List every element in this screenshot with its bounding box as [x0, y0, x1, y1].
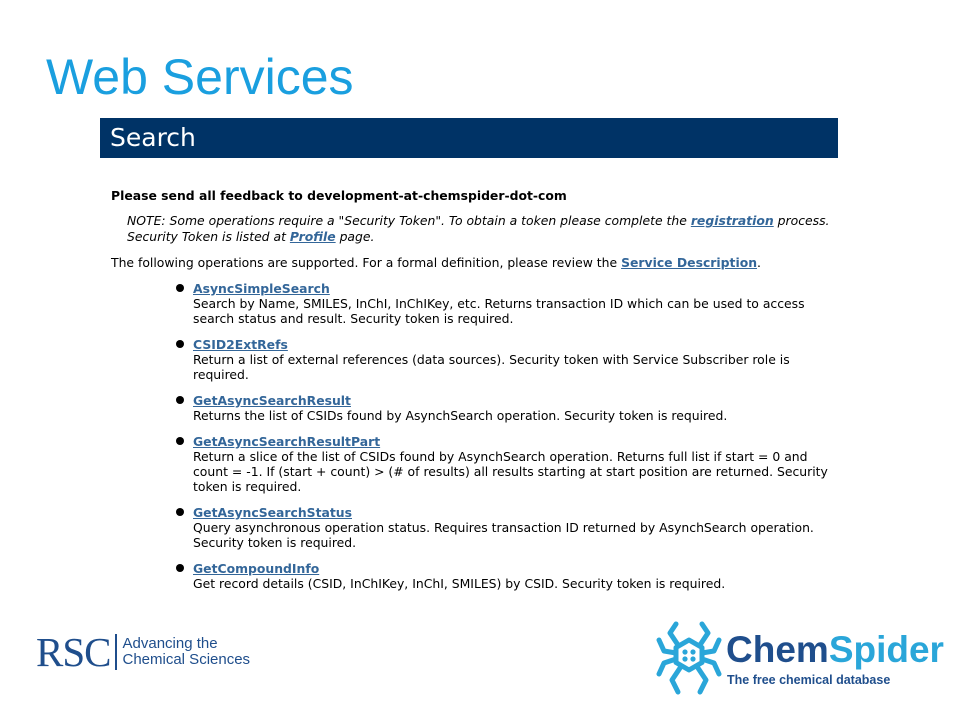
- operation-description: Returns the list of CSIDs found by AsynchSearch operation. Security token is required.: [193, 408, 728, 423]
- rsc-tagline-line2: Chemical Sciences: [122, 651, 251, 668]
- chemspider-tagline: The free chemical database: [727, 673, 891, 687]
- list-item: [193, 337, 832, 382]
- note-middle: process. Security Token is listed at: [127, 213, 830, 244]
- bullet-icon: [176, 508, 184, 516]
- operation-description: Search by Name, SMILES, InChI, InChIKey, etc. Returns transaction ID which can be used to access search status and result. Security token is required.: [193, 296, 805, 326]
- operation-description: Return a slice of the list of CSIDs found by AsynchSearch operation. Returns full list if start = 0 and count = -1. If (start + count) > (# of results) all results starting at start position are returned. Security token is required.: [193, 449, 828, 494]
- bullet-icon: [176, 437, 184, 445]
- list-item: [193, 434, 832, 494]
- note-prefix: NOTE: Some operations require a "Security Token". To obtain a token please complete the: [127, 213, 691, 228]
- bullet-icon: [176, 564, 184, 572]
- operation-description: Get record details (CSID, InChIKey, InChI, SMILES) by CSID. Security token is required.: [193, 576, 726, 591]
- operation-description: Query asynchronous operation status. Requires transaction ID returned by AsynchSearch operation. Security token is required.: [193, 520, 814, 550]
- profile-link[interactable]: Profile: [289, 228, 336, 244]
- operation-link[interactable]: GetAsyncSearchResult: [193, 393, 351, 408]
- operation-link[interactable]: GetCompoundInfo: [193, 561, 320, 576]
- service-description-link[interactable]: Service Description: [621, 255, 758, 270]
- bullet-icon: [176, 340, 184, 348]
- list-item: [193, 281, 832, 326]
- chemspider-logo: [656, 618, 944, 698]
- security-token-note: [127, 213, 832, 244]
- rsc-logo: [36, 629, 251, 675]
- bullet-icon: [176, 284, 184, 292]
- page-content: [100, 188, 838, 591]
- page-banner: Search: [100, 118, 838, 158]
- rsc-divider: [115, 634, 117, 670]
- slide-title: Web Services: [46, 49, 354, 105]
- operation-link[interactable]: CSID2ExtRefs: [193, 337, 288, 352]
- spider-icon: [656, 620, 722, 696]
- list-item: [193, 505, 832, 550]
- list-item: [193, 561, 832, 591]
- note-suffix: page.: [335, 228, 375, 244]
- rsc-letters: RSC: [36, 629, 111, 675]
- operations-list: [111, 281, 832, 591]
- wordmark-chem: Chem: [726, 629, 829, 670]
- operation-link[interactable]: AsyncSimpleSearch: [193, 281, 330, 296]
- rsc-tagline-line1: Advancing the: [122, 635, 218, 652]
- intro-prefix: The following operations are supported. For a formal definition, please review the: [111, 255, 622, 270]
- chemspider-wordmark: [726, 630, 944, 670]
- bullet-icon: [176, 396, 184, 404]
- registration-link[interactable]: registration: [690, 213, 774, 228]
- wordmark-spider: Spider: [828, 629, 944, 670]
- operation-description: Return a list of external references (data sources). Security token with Service Subscriber role is required.: [193, 352, 790, 382]
- intro-suffix: .: [757, 255, 761, 270]
- feedback-notice: Please send all feedback to development-at-chemspider-dot-com: [111, 188, 567, 203]
- list-item: [193, 393, 832, 423]
- operation-link[interactable]: GetAsyncSearchResultPart: [193, 434, 381, 449]
- operations-intro: [111, 255, 832, 270]
- operation-link[interactable]: GetAsyncSearchStatus: [193, 505, 352, 520]
- rsc-tagline: [123, 636, 251, 668]
- web-page-screenshot: [100, 118, 838, 618]
